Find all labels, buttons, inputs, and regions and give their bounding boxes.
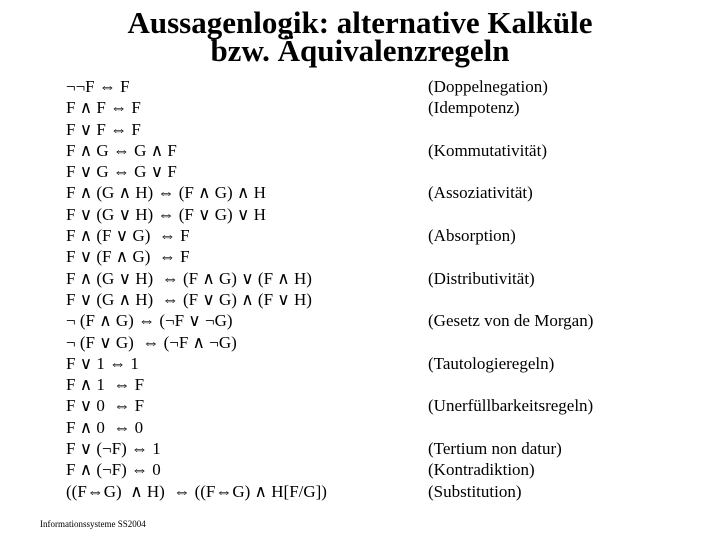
rule-row: F ∨ 1 ⇔ 1 bbox=[66, 353, 139, 373]
rule-row: F ∧ (¬F) ⇔ 0 bbox=[66, 460, 161, 480]
rule-name: (Unerfüllbarkeitsregeln) bbox=[428, 396, 594, 416]
rule-row: F ∨ F ⇔ F bbox=[66, 119, 141, 139]
equivalence-rules-list bbox=[66, 76, 327, 502]
rule-row: ¬ (F ∧ G) ⇔ (¬F ∨ ¬G) bbox=[66, 311, 233, 331]
rule-name bbox=[428, 204, 593, 225]
rule-name: (Tertium non datur) bbox=[428, 439, 562, 459]
rule-name bbox=[428, 119, 593, 140]
footer-course-label: Informationssysteme SS2004 bbox=[40, 519, 146, 529]
rule-row: ¬ (F ∨ G) ⇔ (¬F ∧ ¬G) bbox=[66, 332, 237, 352]
rule-name: (Kontradiktion) bbox=[428, 460, 535, 480]
rule-name: (Assoziativität) bbox=[428, 183, 533, 203]
rule-row: F ∨ (¬F) ⇔ 1 bbox=[66, 439, 161, 459]
rule-name: (Tautologieregeln) bbox=[428, 353, 555, 373]
rule-row: F ∧ (F ∨ G) ⇔ F bbox=[66, 226, 190, 246]
rule-name bbox=[428, 374, 593, 395]
rule-row: F ∧ G ⇔ G ∧ F bbox=[66, 140, 177, 160]
rule-name bbox=[428, 246, 593, 267]
rule-name: (Kommutativität) bbox=[428, 140, 547, 160]
rule-row: F ∧ (G ∧ H) ⇔ (F ∧ G) ∧ H bbox=[66, 183, 266, 203]
rule-row: F ∨ G ⇔ G ∨ F bbox=[66, 162, 177, 182]
rule-name: (Distributivität) bbox=[428, 268, 535, 288]
rule-name bbox=[428, 332, 593, 353]
rule-row: ((F⇔G) ∧ H) ⇔ ((F⇔G) ∧ H[F/G]) bbox=[66, 481, 327, 501]
rule-row: F ∨ (F ∧ G) ⇔ F bbox=[66, 247, 190, 267]
rule-row: F ∧ F ⇔ F bbox=[66, 98, 141, 118]
rule-name: (Gesetz von de Morgan) bbox=[428, 311, 594, 331]
rule-row: F ∨ (G ∧ H) ⇔ (F ∨ G) ∧ (F ∨ H) bbox=[66, 289, 312, 309]
rule-name bbox=[428, 417, 593, 438]
slide-title-line-1: Aussagenlogik: alternative Kalküle bbox=[127, 5, 593, 40]
rule-name: (Idempotenz) bbox=[428, 98, 520, 118]
rule-row: F ∧ 0 ⇔ 0 bbox=[66, 417, 144, 437]
rule-name bbox=[428, 289, 593, 310]
rule-name: (Absorption) bbox=[428, 226, 516, 246]
rule-row: F ∨ 0 ⇔ F bbox=[66, 396, 145, 416]
rule-row: F ∧ 1 ⇔ F bbox=[66, 375, 145, 395]
slide-title-line-2: bzw. Äquivalenzregeln bbox=[210, 33, 510, 68]
rule-name-list bbox=[428, 76, 593, 502]
rule-name: (Substitution) bbox=[428, 481, 522, 501]
rule-row: F ∨ (G ∨ H) ⇔ (F ∨ G) ∨ H bbox=[66, 204, 266, 224]
rule-name bbox=[428, 161, 593, 182]
rule-name: (Doppelnegation) bbox=[428, 77, 548, 96]
rule-row: F ∧ (G ∨ H) ⇔ (F ∧ G) ∨ (F ∧ H) bbox=[66, 268, 312, 288]
rule-row: ¬¬F ⇔ F bbox=[66, 77, 130, 96]
